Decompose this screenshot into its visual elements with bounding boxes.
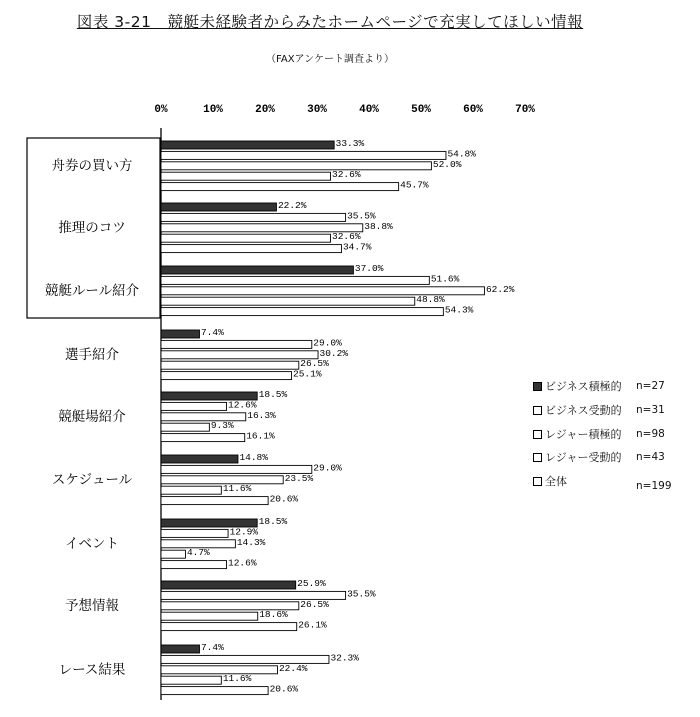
data-label: 26.5% (300, 358, 329, 370)
bar (161, 455, 238, 463)
data-label: 29.0% (313, 462, 342, 474)
category-label: 競艇ルール紹介 (44, 283, 140, 299)
data-label: 7.4% (200, 642, 224, 653)
bar (161, 276, 429, 284)
x-tick-label: 30% (307, 104, 327, 116)
bar (161, 687, 268, 695)
legend-sample-size: n=43 (636, 451, 665, 464)
bar (161, 162, 431, 170)
bar (161, 581, 296, 589)
bar (161, 529, 228, 537)
data-label: 12.9% (229, 526, 259, 538)
data-label: 35.5% (347, 588, 376, 600)
x-tick-label: 10% (203, 104, 223, 116)
data-label: 35.5% (347, 210, 376, 222)
data-label: 52.0% (432, 158, 462, 170)
bar (161, 141, 334, 149)
bar (161, 203, 276, 211)
data-label: 23.5% (284, 472, 314, 484)
data-label: 25.9% (297, 578, 326, 589)
x-tick-label: 0% (154, 104, 168, 116)
chart-title: 図表 3-21 競艇未経験者からみたホームページで充実してほしい情報 (76, 13, 584, 31)
data-label: 11.6% (222, 673, 252, 685)
data-label: 48.8% (416, 294, 445, 306)
legend-item (533, 402, 693, 426)
data-label: 32.6% (332, 169, 361, 181)
bar (161, 550, 185, 558)
legend-label: レジャー受動的 (545, 451, 622, 465)
legend-item (533, 378, 693, 402)
legend-label: ビジネス積極的 (545, 380, 622, 393)
data-label: 32.3% (330, 652, 359, 664)
category-label: イベント (65, 536, 119, 552)
legend-sample-size: n=27 (636, 380, 665, 392)
bar (161, 151, 446, 159)
bar (161, 308, 443, 316)
data-label: 62.2% (485, 283, 515, 295)
data-label: 7.4% (200, 327, 224, 338)
category-label: 予想情報 (65, 598, 119, 614)
legend-label: ビジネス受動的 (545, 403, 622, 417)
chart-subtitle: （FAXアンケート調査より） (266, 54, 394, 65)
data-label: 29.0% (313, 337, 342, 349)
legend-swatch (533, 382, 542, 391)
data-label: 54.8% (447, 148, 476, 160)
bar (161, 351, 318, 359)
bar (161, 486, 221, 494)
x-tick-label: 40% (359, 104, 379, 116)
bar (161, 183, 399, 191)
data-label: 20.6% (269, 493, 299, 505)
bar (161, 561, 227, 569)
bar (161, 266, 353, 274)
legend (533, 378, 693, 497)
data-label: 45.7% (400, 179, 429, 191)
data-label: 18.6% (259, 609, 288, 621)
legend-swatch (533, 477, 542, 486)
bar (161, 245, 341, 253)
data-label: 12.6% (228, 399, 257, 411)
data-label: 54.3% (444, 304, 474, 316)
data-label: 16.1% (246, 430, 275, 442)
legend-item (533, 473, 693, 497)
bar (161, 423, 209, 431)
bar (161, 666, 277, 674)
x-tick-label: 50% (411, 104, 431, 116)
data-label: 51.6% (430, 273, 460, 285)
data-label: 26.5% (300, 598, 329, 610)
legend-item (533, 449, 693, 473)
data-label: 11.6% (222, 483, 252, 495)
data-label: 18.5% (258, 389, 288, 400)
bar (161, 340, 312, 348)
bar (161, 172, 331, 180)
data-label: 16.3% (247, 409, 276, 421)
bar (161, 645, 199, 653)
x-tick-label: 20% (255, 104, 275, 116)
bar (161, 330, 199, 338)
legend-item (533, 426, 693, 450)
data-label: 14.3% (236, 536, 266, 548)
bar (161, 213, 346, 221)
category-label: レース結果 (58, 662, 126, 678)
data-label: 9.3% (210, 420, 234, 432)
bar (161, 297, 415, 305)
bar (161, 497, 268, 505)
legend-swatch (533, 453, 542, 462)
data-label: 18.5% (258, 516, 288, 527)
category-label: スケジュール (51, 472, 133, 488)
data-label: 22.2% (277, 200, 307, 211)
category-label: 推理のコツ (58, 220, 126, 236)
data-label: 34.7% (342, 241, 372, 253)
bar (161, 372, 292, 380)
data-label: 30.2% (319, 347, 349, 359)
data-label: 25.1% (293, 368, 322, 380)
data-label: 37.0% (354, 263, 384, 274)
legend-sample-size: n=98 (636, 427, 665, 440)
bar (161, 434, 245, 442)
data-label: 14.8% (239, 452, 268, 463)
data-label: 32.6% (332, 231, 361, 243)
bar (161, 623, 297, 631)
category-label: 舟券の買い方 (51, 158, 133, 174)
legend-sample-size: n=31 (636, 403, 665, 416)
legend-swatch (533, 406, 542, 415)
bar (161, 612, 258, 620)
data-label: 4.7% (186, 547, 210, 559)
legend-label: レジャー積極的 (545, 427, 622, 441)
category-label: 選手紹介 (65, 347, 119, 363)
data-label: 22.4% (278, 662, 308, 674)
bar (161, 676, 221, 684)
legend-label: 全体 (545, 475, 567, 489)
data-label: 26.1% (298, 619, 327, 631)
x-tick-label: 70% (515, 104, 535, 116)
data-label: 12.6% (228, 557, 257, 569)
legend-swatch (533, 430, 542, 439)
category-label: 競艇場紹介 (58, 409, 126, 425)
data-label: 38.8% (364, 220, 393, 232)
bar (161, 234, 331, 242)
bar (161, 402, 227, 410)
data-label: 20.6% (269, 683, 299, 695)
bar (161, 361, 299, 369)
legend-sample-size: n=199 (636, 480, 672, 493)
x-tick-label: 60% (463, 104, 483, 116)
data-label: 33.3% (335, 138, 365, 149)
